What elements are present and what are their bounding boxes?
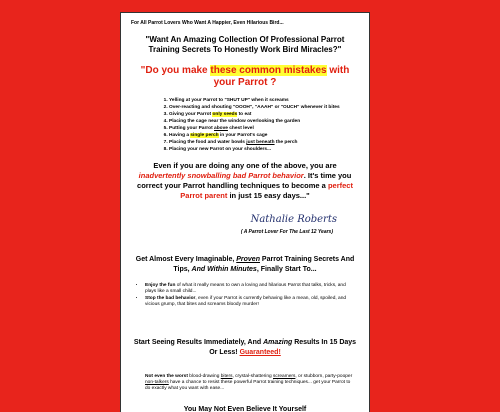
para-d: perfect Parrot parent xyxy=(180,181,353,200)
benefit-text: , even if your Parrot is currently behaving like a mean, old, spoiled, and vicious grump, that bites and screams bloody murder! xyxy=(145,296,347,307)
s1-c: Parrot Training Secrets And Tips, xyxy=(173,256,355,273)
mistake-text: Putting your Parrot xyxy=(169,126,215,131)
signature: Nathalie Roberts xyxy=(250,214,337,225)
benefit-bold: Enjoy the fun xyxy=(145,283,176,288)
s2-c: Results In 15 Days Or Less! xyxy=(209,339,357,356)
para-b: inadvertently snowballing bad Parrot behavior xyxy=(138,171,304,180)
mistake-text-end: chest level xyxy=(227,126,254,131)
warning-paragraph xyxy=(131,161,359,201)
benefit-item xyxy=(145,296,353,308)
s2-a: Start Seeing Results Immediately, And xyxy=(133,339,264,346)
benefits-list xyxy=(145,283,353,308)
mistake-text: Having a xyxy=(169,133,191,138)
mistake-highlight: only seeds xyxy=(212,112,238,117)
benefit-text: of what it really means to own a loving and hilarious Parrot that talks, tricks, and plays like a small child... xyxy=(145,283,346,294)
tagline: For All Parrot Lovers Who Want A Happier, Even Hilarious Bird... xyxy=(131,20,284,26)
mistake-item xyxy=(169,125,359,132)
sm-h: have a chance to resist these powerful Parrot training techniques... get your Parrot to do exactly what you want with ease... xyxy=(145,380,351,391)
question-highlight: these common mistakes xyxy=(210,65,327,76)
mistake-text: Placing the cage near the window overlooking the garden xyxy=(169,119,301,124)
mistake-highlight: just beneath xyxy=(246,140,275,145)
question-pre: "Do you make xyxy=(140,65,211,76)
headline: "Want An Amazing Collection Of Professional Parrot Training Secrets To Honestly Work Bird Miracles?" xyxy=(145,35,345,54)
question-post: with your Parrot ? xyxy=(213,65,350,88)
closing-heading: You May Not Even Believe It Yourself xyxy=(183,406,307,412)
sm-a: Not even the worst xyxy=(145,374,188,379)
sm-b: blood-drawing xyxy=(187,374,221,379)
sales-page xyxy=(120,12,370,412)
mistake-item xyxy=(169,111,359,118)
section-heading-1 xyxy=(131,255,359,275)
mistakes-question xyxy=(131,65,359,89)
mistake-item xyxy=(169,132,359,139)
mistake-highlight: above xyxy=(214,126,228,131)
benefit-item xyxy=(145,283,353,295)
mistake-item xyxy=(169,146,359,153)
s2-b: Amazing xyxy=(263,339,293,346)
sm-e: screamers xyxy=(273,374,296,379)
body-paragraph xyxy=(145,374,353,392)
signature-subtitle: ( A Parrot Lover For The Last 12 Years) xyxy=(240,229,333,235)
sm-c: biters xyxy=(220,374,233,379)
guaranteed-link[interactable]: Guaranteed! xyxy=(239,349,281,356)
para-c: . It's time you correct your Parrot handling techniques to become a xyxy=(137,171,352,190)
mistake-text: Placing the food and water bowls xyxy=(169,140,247,145)
mistake-text-end: in your Parrot's cage xyxy=(218,133,268,138)
benefit-bold: Stop the bad behavior xyxy=(145,296,196,301)
mistake-text-end: to eat xyxy=(237,112,252,117)
sm-g: non-talkers xyxy=(145,380,169,385)
section-heading-2 xyxy=(131,338,359,358)
s1-b: Proven xyxy=(236,256,260,263)
mistake-item xyxy=(169,139,359,146)
para-e: in just 15 easy days..." xyxy=(227,191,310,200)
mistake-text: Giving your Parrot xyxy=(169,112,213,117)
mistake-text: Placing your new Parrot on your shoulders... xyxy=(169,147,272,152)
mistake-item xyxy=(169,104,359,111)
sm-d: , crystal-shattering xyxy=(232,374,273,379)
mistake-text: Yelling at your Parrot to "SHUT UP" when it screams xyxy=(169,98,289,103)
s1-d: And Within Minutes xyxy=(191,266,257,273)
mistake-item xyxy=(169,118,359,125)
mistake-text-end: the perch xyxy=(274,140,298,145)
sm-f: , or stubborn, party-pooper xyxy=(295,374,353,379)
s1-e: , Finally Start To... xyxy=(256,266,317,273)
mistake-item xyxy=(169,97,359,104)
mistake-text: Over-reacting and shouting "OOOH", "AAAH" or "OUCH" whenever it bites xyxy=(169,105,340,110)
s1-a: Get Almost Every Imaginable, xyxy=(135,256,237,263)
mistake-highlight: single perch xyxy=(190,133,219,138)
mistakes-list xyxy=(169,97,359,153)
para-a: Even if you are doing any one of the above, you are xyxy=(153,161,337,170)
